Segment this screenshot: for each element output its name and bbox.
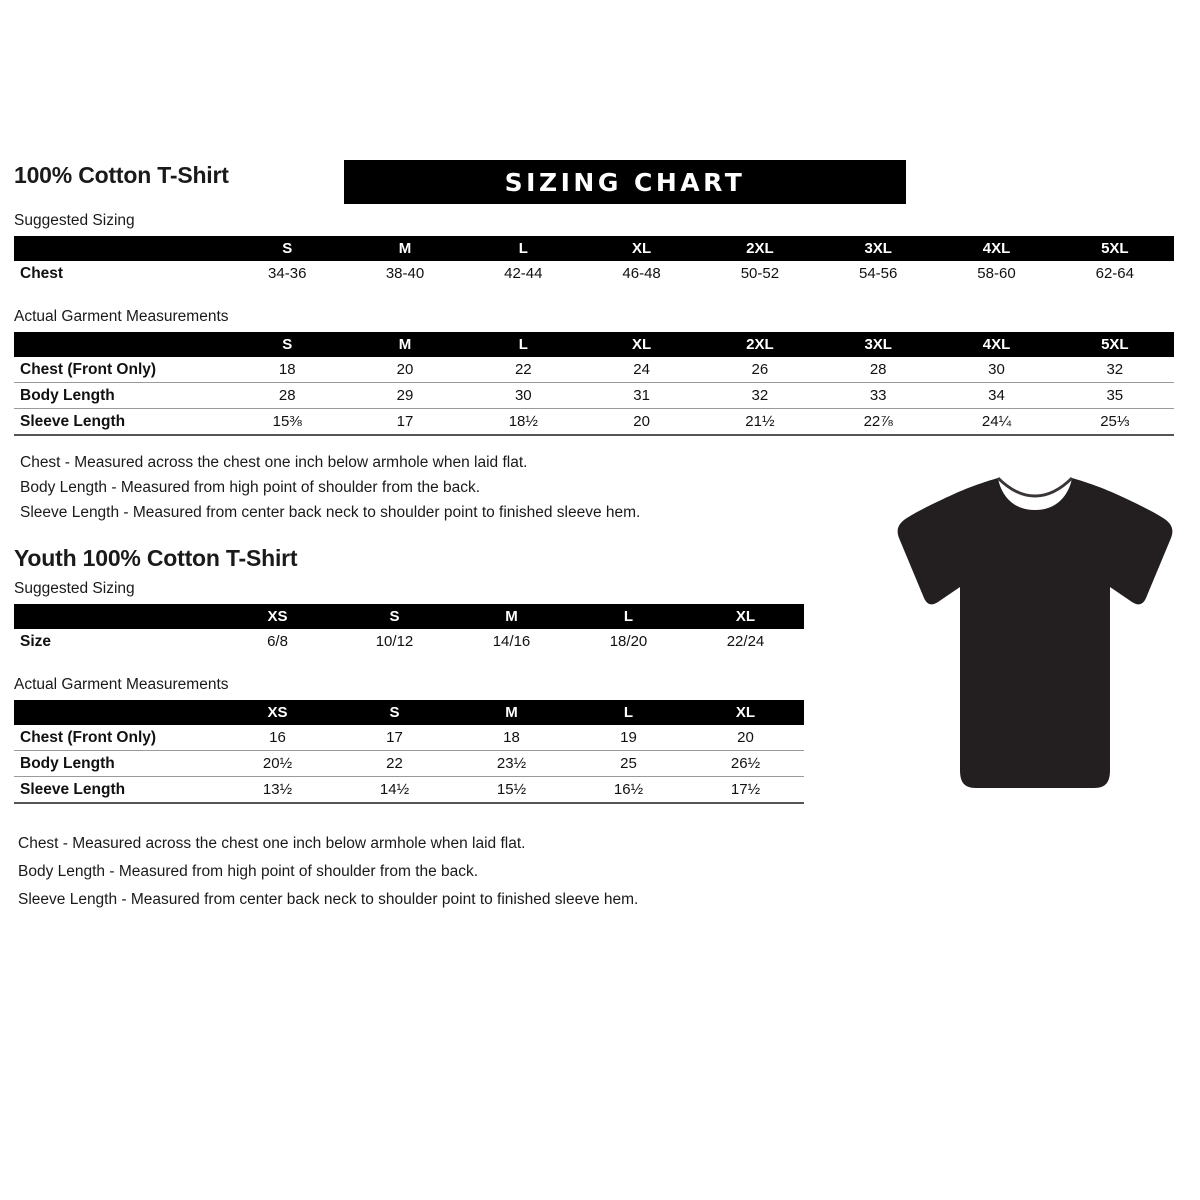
header-cell: XL	[687, 700, 804, 725]
row-label: Chest (Front Only)	[14, 725, 219, 751]
black-tshirt-icon	[890, 470, 1180, 810]
table-header-row	[14, 604, 804, 629]
table-cell: 33	[819, 383, 937, 409]
table-cell: 20	[346, 357, 464, 383]
youth-section-title: Youth 100% Cotton T-Shirt	[14, 545, 298, 571]
table-cell: 24¼	[937, 409, 1055, 436]
header-cell	[14, 332, 229, 357]
header-cell: XL	[582, 236, 700, 261]
table-cell: 18	[453, 725, 570, 751]
table-cell: 13½	[219, 777, 336, 804]
table-cell: 19	[570, 725, 687, 751]
header-cell: S	[229, 332, 346, 357]
header-cell: 2XL	[701, 332, 819, 357]
header-cell	[14, 604, 219, 629]
sizing-chart-banner-label: SIZING CHART	[504, 167, 746, 197]
youth-suggested-table	[14, 604, 804, 654]
row-label: Body Length	[14, 383, 229, 409]
table-cell: 38-40	[385, 265, 425, 282]
adult-suggested-table	[14, 236, 1174, 286]
table-cell: 42-44	[504, 265, 543, 282]
adult-header-row	[14, 160, 1174, 204]
table-cell: 17	[336, 725, 453, 751]
header-cell: M	[453, 700, 570, 725]
table-cell: 17½	[687, 777, 804, 804]
sizing-chart-banner	[344, 160, 906, 204]
header-cell: S	[336, 604, 453, 629]
table-cell: 46-48	[622, 265, 661, 282]
table-cell: 6/8	[267, 633, 288, 650]
header-cell: 5XL	[1056, 236, 1174, 261]
note-chest: Chest - Measured across the chest one inch below armhole when laid flat.	[20, 454, 528, 471]
table-cell: 22⅞	[819, 409, 937, 436]
table-row	[14, 409, 1174, 436]
table-header-row	[14, 236, 1174, 261]
table-cell: 29	[346, 383, 464, 409]
adult-actual-label: Actual Garment Measurements	[14, 308, 229, 325]
header-cell	[14, 236, 229, 261]
youth-actual-table	[14, 700, 804, 804]
row-label: Sleeve Length	[14, 409, 229, 436]
table-cell: 18½	[464, 409, 582, 436]
table-cell: 31	[582, 383, 700, 409]
header-cell: XS	[219, 700, 336, 725]
note-chest: Chest - Measured across the chest one inch below armhole when laid flat.	[18, 835, 526, 852]
table-cell: 10/12	[375, 633, 414, 650]
header-cell: 5XL	[1056, 332, 1174, 357]
youth-actual-label: Actual Garment Measurements	[14, 676, 229, 693]
table-cell: 32	[701, 383, 819, 409]
row-label: Chest	[20, 264, 64, 282]
note-body-length: Body Length - Measured from high point of shoulder from the back.	[18, 863, 479, 880]
header-cell: 3XL	[819, 236, 937, 261]
table-cell: 58-60	[977, 265, 1016, 282]
table-cell: 21½	[701, 409, 819, 436]
row-label: Sleeve Length	[14, 777, 219, 804]
row-label: Size	[20, 632, 52, 650]
header-cell: XL	[582, 332, 700, 357]
table-row	[14, 751, 804, 777]
header-cell: 2XL	[701, 236, 819, 261]
adult-section-title: 100% Cotton T-Shirt	[14, 162, 229, 188]
header-cell	[14, 700, 219, 725]
table-cell: 28	[819, 357, 937, 383]
header-cell: 4XL	[937, 332, 1055, 357]
row-label: Chest (Front Only)	[14, 357, 229, 383]
header-cell: XS	[219, 604, 336, 629]
table-row	[14, 725, 804, 751]
table-row	[14, 629, 804, 654]
header-cell: 4XL	[937, 236, 1055, 261]
row-label: Body Length	[14, 751, 219, 777]
header-cell: XL	[687, 604, 804, 629]
header-cell: M	[453, 604, 570, 629]
table-header-row	[14, 700, 804, 725]
table-row	[14, 261, 1174, 286]
table-row	[14, 383, 1174, 409]
header-cell: S	[336, 700, 453, 725]
table-cell: 15½	[453, 777, 570, 804]
table-cell: 62-64	[1095, 265, 1134, 282]
table-cell: 18/20	[609, 633, 648, 650]
table-cell: 50-52	[740, 265, 780, 282]
table-cell: 18	[229, 357, 346, 383]
table-row	[14, 357, 1174, 383]
table-header-row	[14, 332, 1174, 357]
table-cell: 25	[570, 751, 687, 777]
table-cell: 16½	[570, 777, 687, 804]
table-cell: 20½	[219, 751, 336, 777]
header-cell: S	[229, 236, 346, 261]
note-sleeve-length: Sleeve Length - Measured from center back neck to shoulder point to finished sleeve hem.	[18, 891, 639, 908]
table-cell: 14½	[336, 777, 453, 804]
header-cell: L	[464, 332, 582, 357]
table-cell: 17	[346, 409, 464, 436]
table-cell: 54-56	[859, 265, 898, 282]
table-cell: 30	[937, 357, 1055, 383]
table-cell: 25⅓	[1056, 409, 1174, 436]
header-cell: L	[570, 604, 687, 629]
table-cell: 14/16	[492, 633, 531, 650]
header-cell: 3XL	[819, 332, 937, 357]
adult-actual-table	[14, 332, 1174, 436]
table-cell: 15⅜	[229, 409, 346, 436]
table-cell: 20	[582, 409, 700, 436]
note-sleeve-length: Sleeve Length - Measured from center back neck to shoulder point to finished sleeve hem.	[20, 504, 641, 521]
table-cell: 35	[1056, 383, 1174, 409]
table-cell: 22/24	[726, 633, 765, 650]
table-cell: 34-36	[268, 265, 307, 282]
table-cell: 22	[464, 357, 582, 383]
header-cell: M	[346, 236, 464, 261]
table-cell: 26½	[687, 751, 804, 777]
table-cell: 16	[219, 725, 336, 751]
header-cell: M	[346, 332, 464, 357]
table-cell: 20	[687, 725, 804, 751]
table-cell: 34	[937, 383, 1055, 409]
tshirt-illustration-container	[890, 470, 1180, 810]
table-cell: 23½	[453, 751, 570, 777]
header-cell: L	[464, 236, 582, 261]
note-body-length: Body Length - Measured from high point of shoulder from the back.	[20, 479, 481, 496]
header-cell: L	[570, 700, 687, 725]
youth-notes	[14, 830, 1174, 914]
table-cell: 24	[582, 357, 700, 383]
table-cell: 30	[464, 383, 582, 409]
table-cell: 32	[1056, 357, 1174, 383]
table-cell: 26	[701, 357, 819, 383]
table-row	[14, 777, 804, 804]
adult-suggested-label: Suggested Sizing	[14, 212, 135, 229]
table-cell: 28	[229, 383, 346, 409]
youth-suggested-label: Suggested Sizing	[14, 580, 135, 597]
table-cell: 22	[336, 751, 453, 777]
